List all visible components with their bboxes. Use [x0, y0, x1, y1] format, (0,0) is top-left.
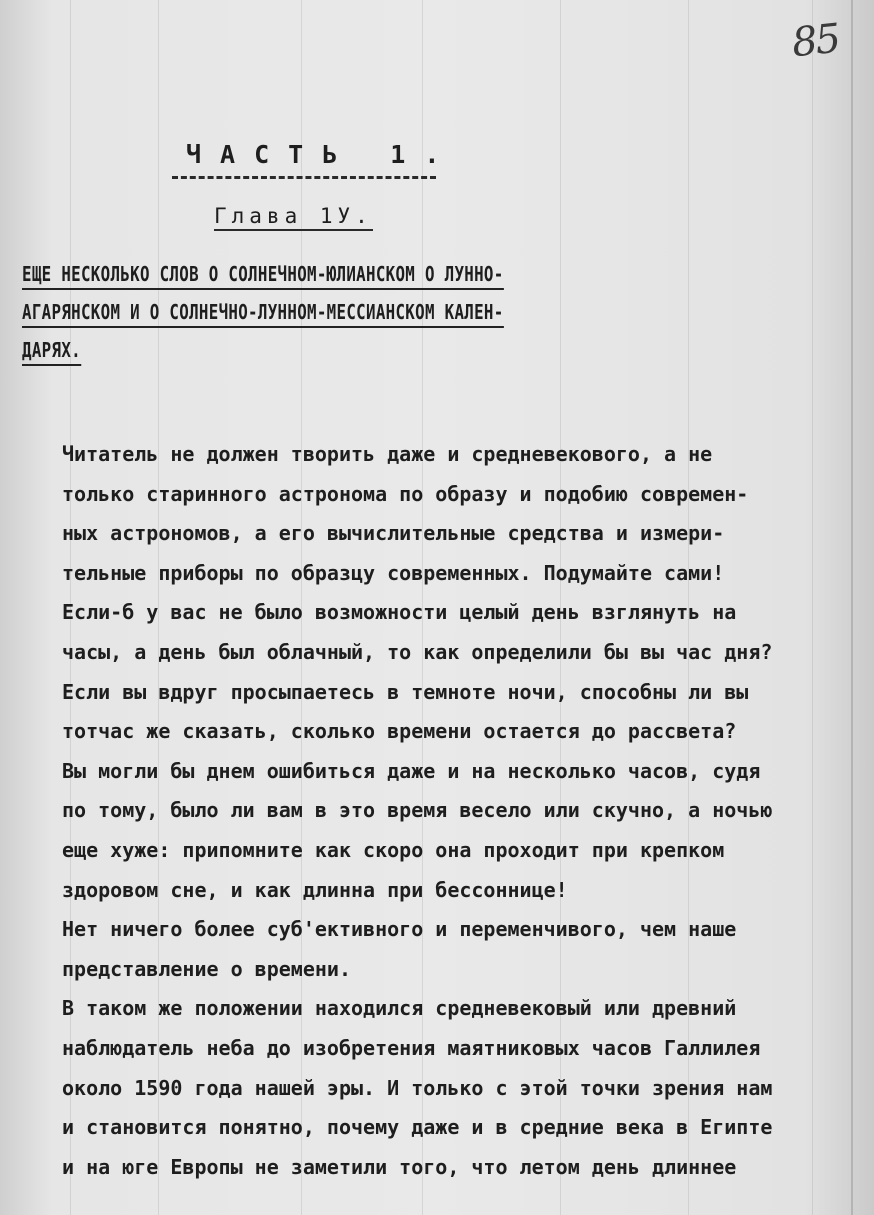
heading-line: АГАРЯНСКОМ И О СОЛНЕЧНО-ЛУННОМ-МЕССИАНСКОМ КАЛЕН- — [22, 300, 543, 338]
text-line: еще хуже: припомните как скоро она проходит при крепком — [62, 837, 725, 862]
heading-line: ДАРЯХ. — [22, 338, 543, 376]
part-title-underline — [172, 176, 436, 179]
chapter-title: Глава 1У. — [214, 204, 373, 231]
chapter-heading — [22, 262, 682, 376]
text-line: Если вы вдруг просыпаетесь в темноте ночи, способны ли вы — [62, 679, 749, 704]
heading-line: ЕЩЕ НЕСКОЛЬКО СЛОВ О СОЛНЕЧНОМ-ЮЛИАНСКОМ О ЛУННО- — [22, 262, 543, 300]
text-line: Читатель не должен творить даже и средневекового, а не — [62, 442, 713, 466]
text-line: здоровом сне, и как длинна при бессоннице! — [62, 877, 568, 902]
text-line: ных астрономов, а его вычислительные средства и измери- — [62, 521, 725, 546]
text-line: В таком же положении находился средневековый или древний — [62, 996, 737, 1021]
part-title: ЧАСТЬ 1. — [186, 140, 459, 169]
text-line: только старинного астронома по образу и подобию современ- — [62, 481, 749, 506]
text-line: по тому, было ли вам в это время весело или скучно, а ночью — [62, 798, 773, 823]
text-line: тельные приборы по образцу современных. Подумайте сами! — [62, 560, 725, 585]
text-line: Если-б у вас не было возможности целый день взглянуть на — [62, 600, 737, 625]
text-line: около 1590 года нашей эры. И только с этой точки зрения нам — [62, 1075, 773, 1100]
text-line: представление о времени. — [62, 956, 351, 981]
text-line: и становится понятно, почему даже и в средние века в Египте — [62, 1115, 773, 1140]
text-line: тотчас же сказать, сколько времени остается до рассвета? — [62, 719, 737, 744]
text-line: и на юге Европы не заметили того, что летом день длиннее — [62, 1154, 737, 1179]
text-line: часы, а день был облачный, то как определили бы вы час дня? — [62, 639, 773, 664]
text-line: Вы могли бы днем ошибиться даже и на несколько часов, судя — [62, 758, 761, 783]
handwritten-page-number: 85 — [789, 15, 842, 67]
text-line: Нет ничего более суб'ективного и переменчивого, чем наше — [62, 917, 737, 942]
text-line: наблюдатель неба до изобретения маятниковых часов Галлилея — [62, 1035, 761, 1060]
body-text — [62, 442, 852, 1194]
